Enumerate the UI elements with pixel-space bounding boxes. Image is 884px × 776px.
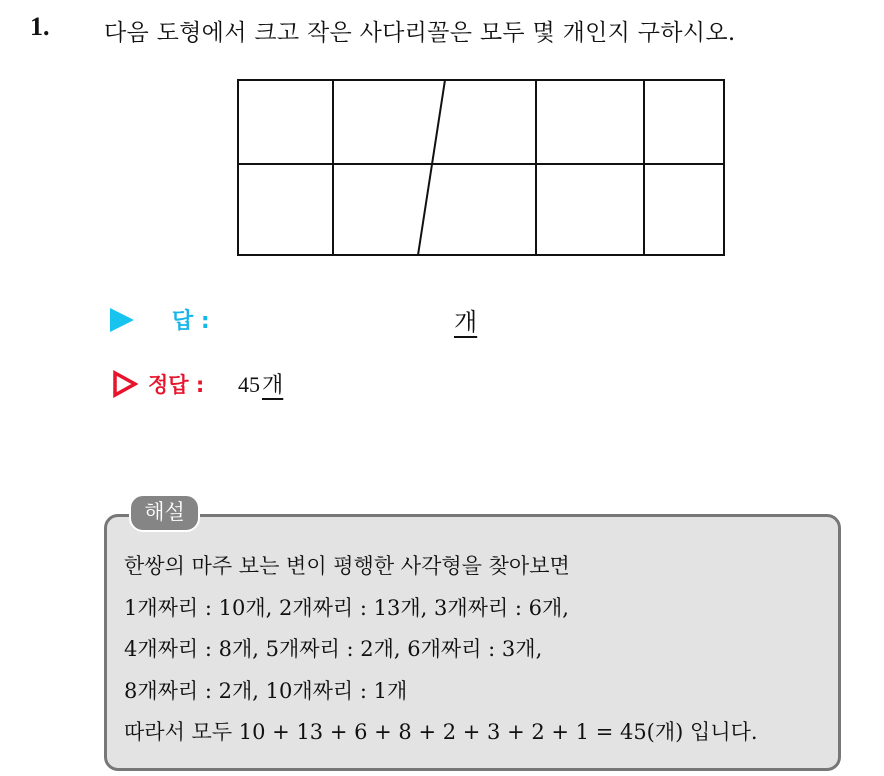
question-text: 다음 도형에서 크고 작은 사다리꼴은 모두 몇 개인지 구하시오. [104,20,736,46]
correct-arrow-icon [112,370,138,398]
figure-slanted-line [418,80,445,255]
explanation-text [124,546,758,754]
answer-row [110,300,530,340]
trapezoid-figure [236,78,726,258]
correct-unit: 개 [262,373,284,398]
figure-outer-rect [238,80,724,255]
correct-number: 45 [238,372,260,397]
question-number: 1. [30,12,50,41]
explanation-line: 8개짜리 : 2개, 10개짜리 : 1개 [124,678,408,703]
explanation-line: 한쌍의 마주 보는 변이 평행한 사각형을 찾아보면 [124,554,570,578]
explanation-line: 1개짜리 : 10개, 2개짜리 : 13개, 3개짜리 : 6개, [124,595,569,620]
answer-arrow-icon [110,308,134,332]
answer-label: 답 : [172,309,210,334]
correct-label: 정답 : [148,373,205,397]
correct-answer-row [110,366,510,402]
explanation-line: 4개짜리 : 8개, 5개짜리 : 2개, 6개짜리 : 3개, [124,637,543,661]
explanation-line: 따라서 모두 10 + 13 + 6 + 8 + 2 + 3 + 2 + 1 = 45(개) 입니다. [124,720,758,744]
correct-value [238,368,283,399]
answer-unit[interactable]: 개 [454,308,478,336]
explanation-tab: 해설 [129,494,200,532]
